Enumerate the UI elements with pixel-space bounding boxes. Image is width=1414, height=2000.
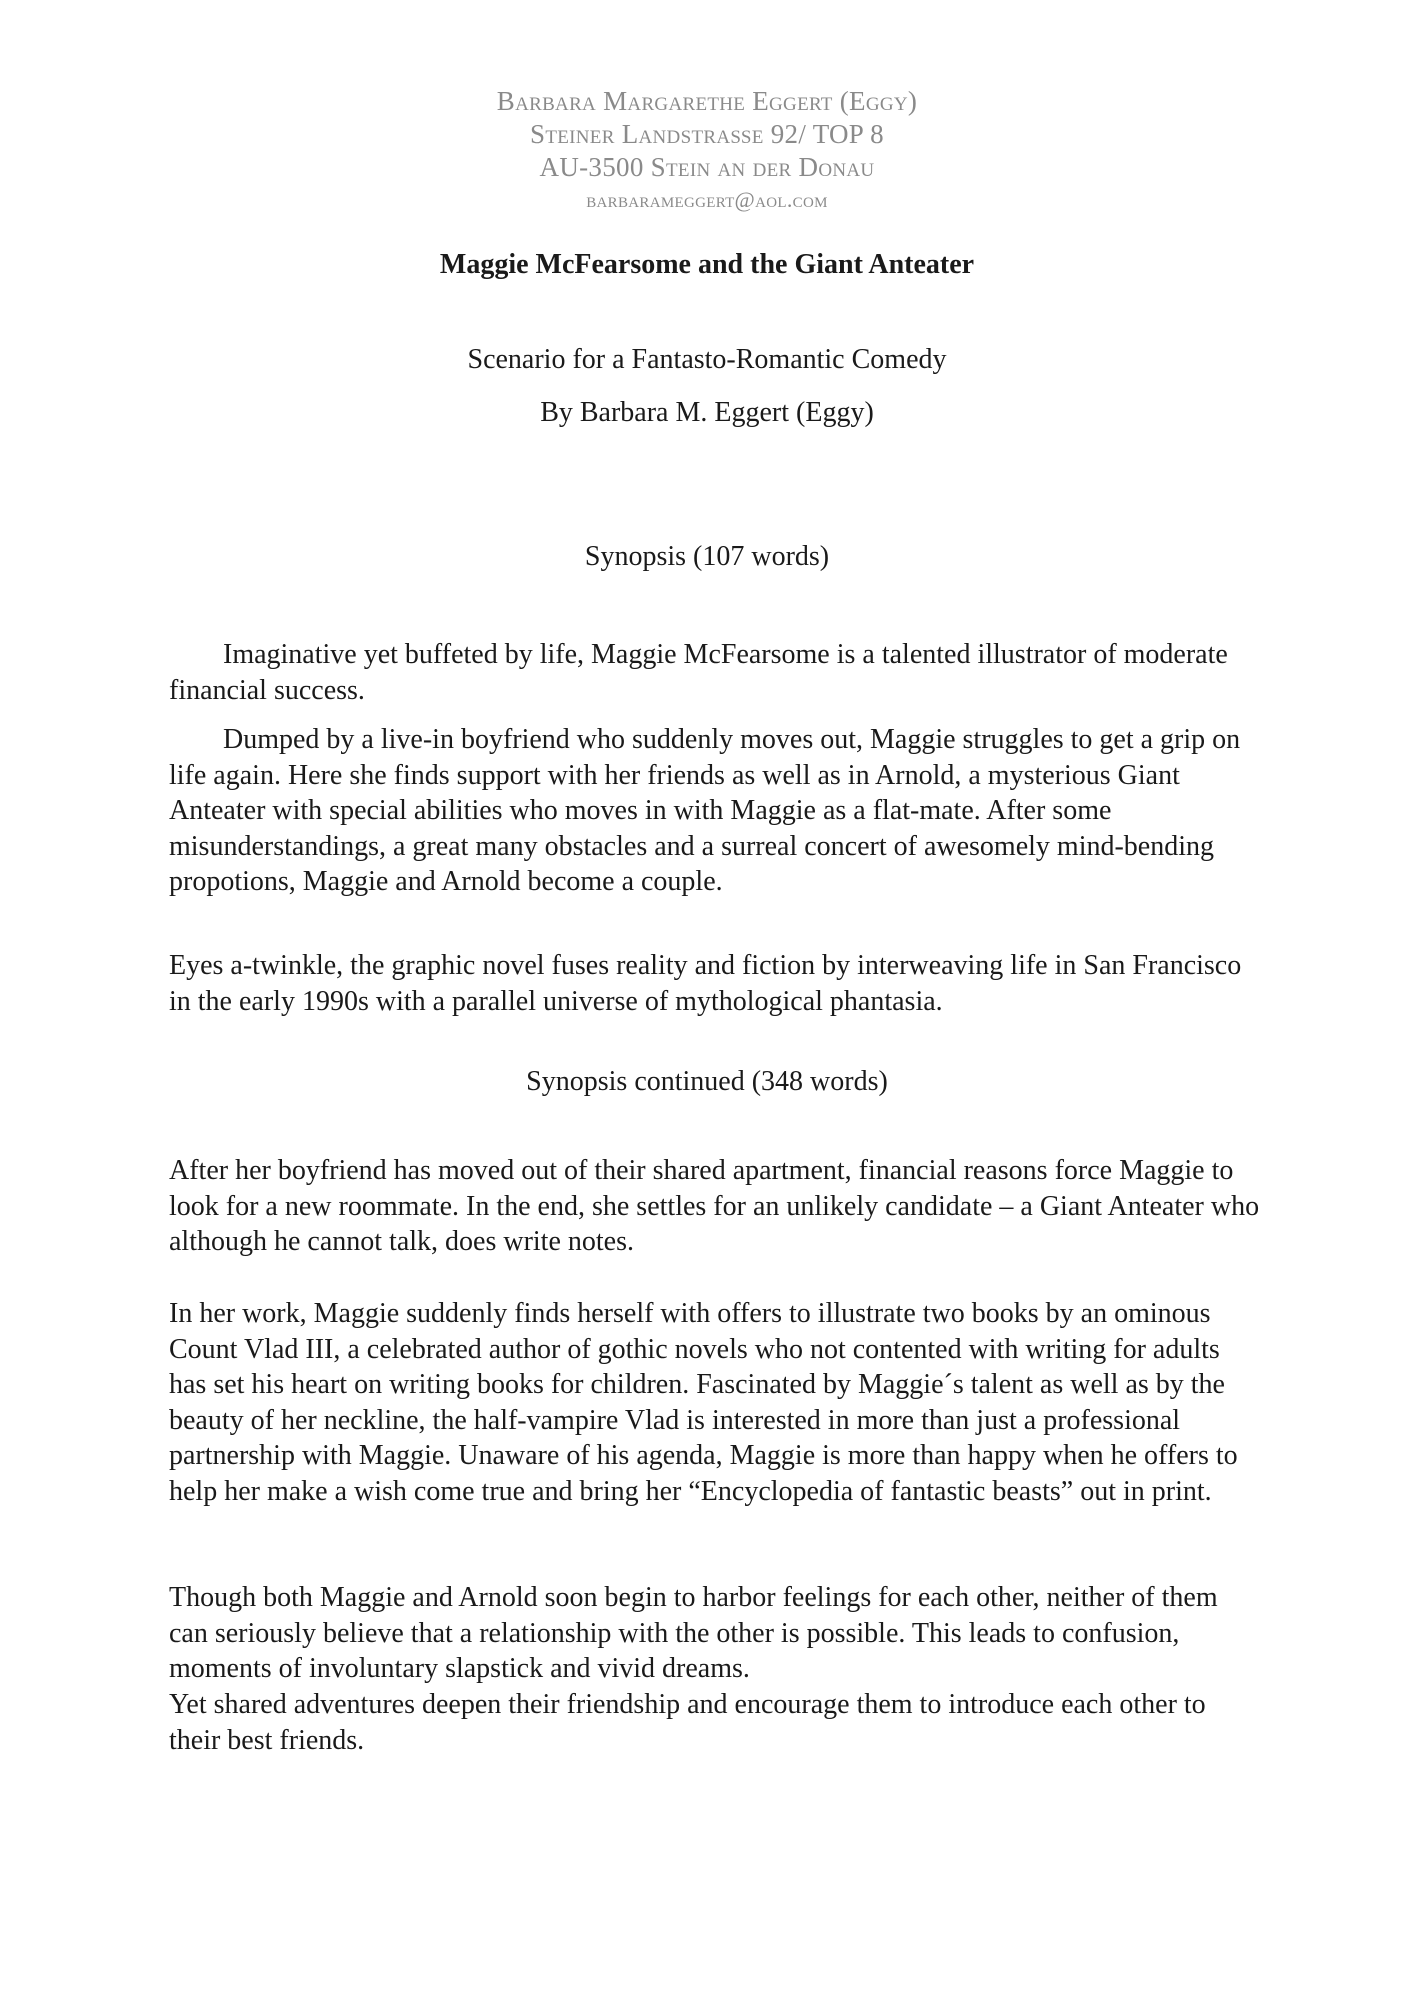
document-title: Maggie McFearsome and the Giant Anteater [439, 249, 975, 280]
street-address: Steiner Landstraße 92/ TOP 8 [530, 119, 884, 149]
synopsis-continued-paragraph: Yet shared adventures deepen their friendship and encourage them to introduce each other to their best friends. [169, 1689, 1206, 1756]
synopsis-continued-paragraph: After her boyfriend has moved out of their shared apartment, financial reasons force Maggie to look for a new roommate. In the end, she settles for an unlikely candidate – a Giant Anteater who although he cannot talk, does write notes. [169, 1155, 1260, 1257]
author-name: Barbara Margarethe Eggert (Eggy) [496, 86, 918, 116]
synopsis-paragraph: Eyes a-twinkle, the graphic novel fuses reality and fiction by interweaving life in San Francisco in the early 1990s with a parallel universe of mythological phantasia. [169, 950, 1242, 1017]
email-address: barbarameggert@aol.com [586, 187, 828, 212]
synopsis-paragraph: Dumped by a live-in boyfriend who suddenly moves out, Maggie struggles to get a grip on life again. Here she finds support with her friends as well as in Arnold, a mysterious Giant Anteater with special abilities who moves in with Maggie as a flat-mate. After some misunderstandings, a great many obstacles and a surreal concert of awesomely mind-bending propotions, Maggie and Arnold become a couple. [169, 724, 1241, 897]
synopsis-continued-heading: Synopsis continued (348 words) [526, 1066, 888, 1097]
document-subtitle: Scenario for a Fantasto-Romantic Comedy [467, 344, 947, 375]
city-address: AU-3500 Stein an der Donau [539, 152, 875, 182]
synopsis-heading: Synopsis (107 words) [584, 541, 830, 572]
document-byline: By Barbara M. Eggert (Eggy) [540, 397, 874, 428]
synopsis-continued-paragraph: In her work, Maggie suddenly finds herself with offers to illustrate two books by an ominous Count Vlad III, a celebrated author of gothic novels who not contented with writing for adults has set his heart on writing books for children. Fascinated by Maggie´s talent as well as by the beauty of her neckline, the half-vampire Vlad is interested in more than just a professional partnership with Maggie. Unaware of his agenda, Maggie is more than happy when he offers to help her make a wish come true and bring her “Encyclopedia of fantastic beasts” out in print. [169, 1298, 1238, 1507]
synopsis-continued-paragraph: Though both Maggie and Arnold soon begin to harbor feelings for each other, neither of them can seriously believe that a relationship with the other is possible. This leads to confusion, moments of involuntary slapstick and vivid dreams. [169, 1582, 1218, 1684]
synopsis-paragraph: Imaginative yet buffeted by life, Maggie McFearsome is a talented illustrator of moderate financial success. [169, 639, 1228, 706]
